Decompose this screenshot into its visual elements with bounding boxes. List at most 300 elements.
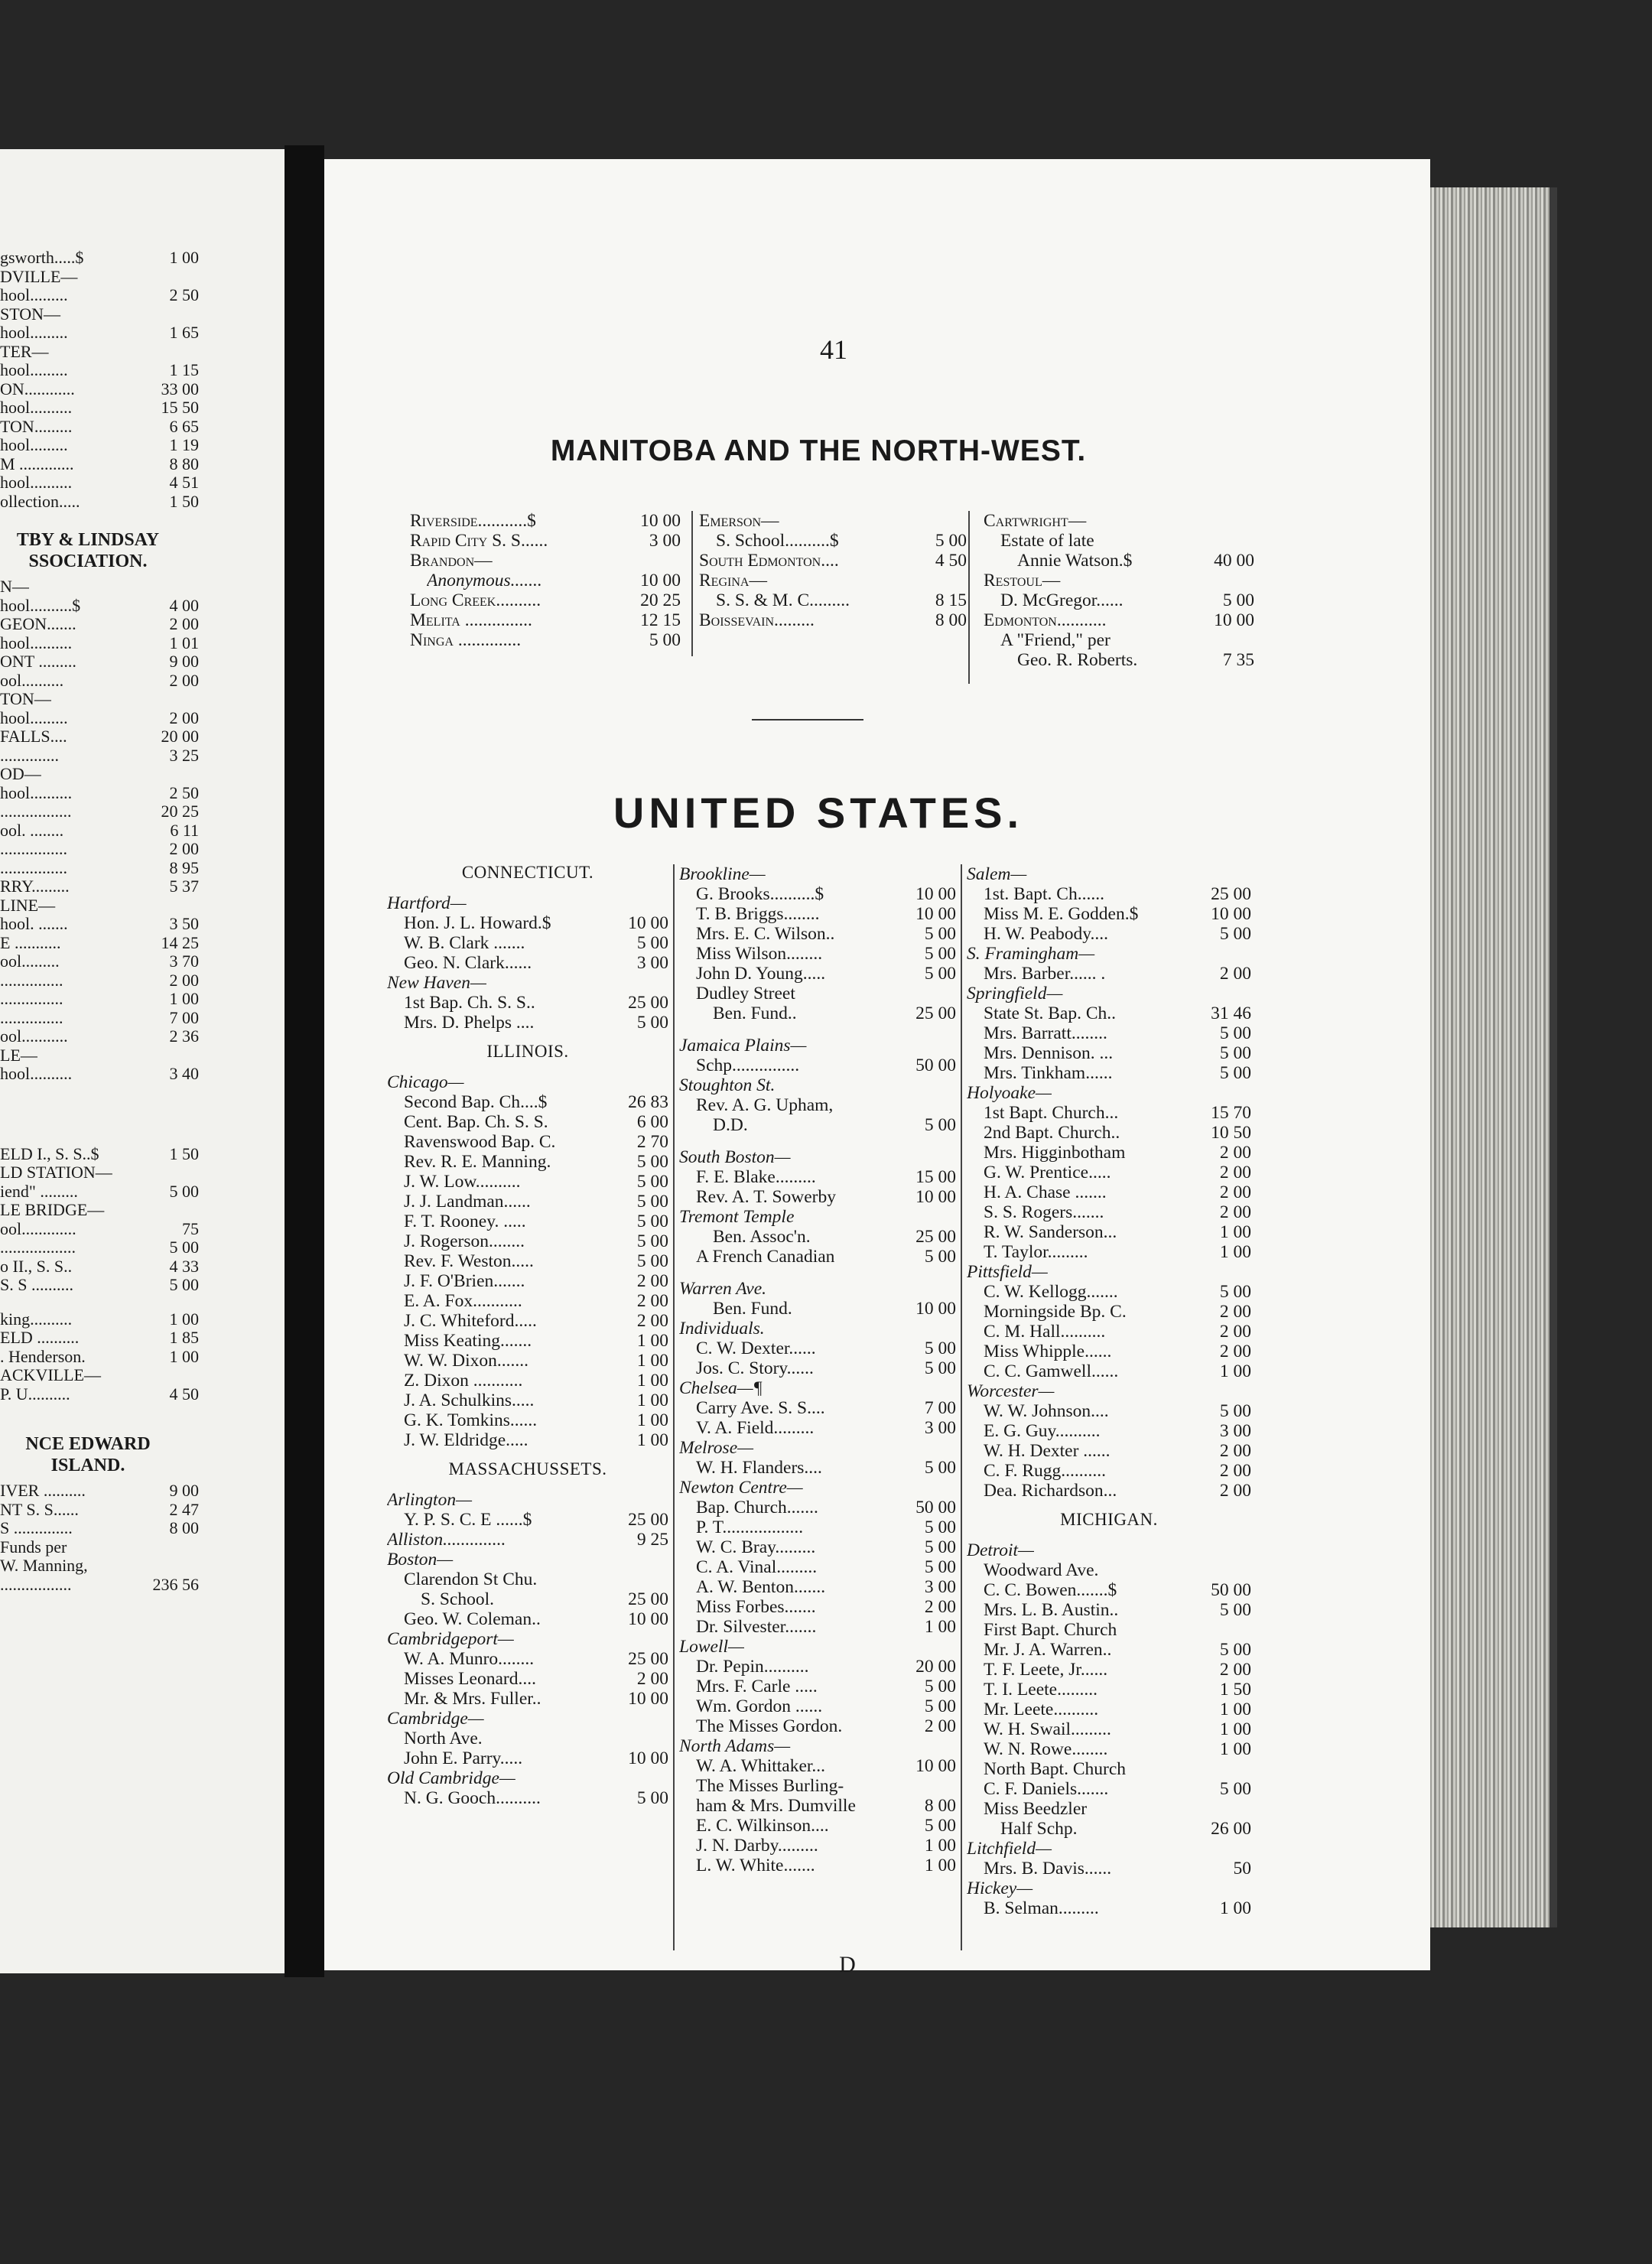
ledger-row (984, 630, 1254, 650)
ledger-row (679, 1756, 956, 1776)
ledger-label: Mrs. E. C. Wilson.. (696, 924, 835, 944)
ledger-label: Melrose— (679, 1438, 754, 1458)
ledger-amount: 10 50 (1211, 1123, 1251, 1143)
ledger-row (679, 1597, 956, 1617)
ledger-amount: 2 00 (1219, 964, 1251, 984)
ledger-label: Springfield— (967, 984, 1063, 1004)
ledger-label: Miss Forbes....... (696, 1597, 816, 1617)
left-page-amount: 236 56 (152, 1574, 199, 1594)
ledger-row (967, 1222, 1251, 1242)
ledger-label: W. H. Flanders.... (696, 1458, 822, 1478)
ledger-row (387, 1271, 668, 1291)
ledger-row (679, 1478, 956, 1498)
ledger-label: Miss M. E. Godden.$ (984, 904, 1139, 924)
ledger-label: Stoughton St. (679, 1075, 776, 1095)
ledger-label: B. Selman......... (984, 1898, 1099, 1918)
left-page-line: RRY......... (0, 877, 70, 896)
column-rule (968, 511, 970, 684)
ledger-amount: 8 00 (924, 1796, 956, 1816)
ledger-row (967, 1262, 1251, 1282)
ledger-label: A. W. Benton....... (696, 1577, 826, 1597)
left-page-line: IVER .......... (0, 1482, 86, 1500)
ledger-label: Rev. A. G. Upham, (696, 1095, 834, 1115)
left-page-amount: 2 00 (169, 839, 199, 858)
ledger-label: J. J. Landman...... (404, 1192, 531, 1212)
left-page-amount: 8 95 (169, 857, 199, 877)
ledger-row (679, 1095, 956, 1115)
left-page-amount: 5 00 (169, 1275, 199, 1294)
ledger-amount: 1 00 (1219, 1700, 1251, 1719)
left-page-amount: 1 50 (169, 491, 199, 511)
ledger-label: Worcester— (967, 1381, 1055, 1401)
ledger-amount: 5 00 (649, 630, 681, 650)
ledger-label: Miss Keating....... (404, 1331, 532, 1351)
ledger-row (967, 1799, 1251, 1819)
ledger-row (679, 1279, 956, 1299)
left-page-amount: 3 50 (169, 914, 199, 933)
ledger-row (679, 1696, 956, 1716)
left-page-line: M ............. (0, 454, 74, 473)
ledger-row (967, 1540, 1251, 1560)
us-column-2 (679, 864, 956, 1875)
left-page-line: hool. ....... (0, 915, 68, 933)
ledger-amount: 5 00 (636, 1212, 668, 1231)
left-page-line: ONT ......... (0, 652, 76, 671)
left-page-line: S. S .......... (0, 1276, 73, 1294)
left-page-line: DVILLE— (0, 267, 78, 286)
left-page-line: S .............. (0, 1519, 73, 1537)
ledger-label: Mrs. Barber...... . (984, 964, 1106, 984)
ledger-amount: 2 00 (636, 1271, 668, 1291)
ledger-row (387, 1788, 668, 1808)
left-page-line: .................. (0, 1238, 76, 1257)
ledger-amount: 4 50 (935, 551, 967, 571)
ledger-row (679, 1075, 956, 1095)
ledger-row (387, 1570, 668, 1589)
ledger-label: Brookline— (679, 864, 766, 884)
ledger-row (387, 1391, 668, 1410)
ledger-row (387, 1689, 668, 1709)
ledger-amount: 1 00 (636, 1331, 668, 1351)
ledger-row (679, 1378, 956, 1398)
ledger-amount: 5 00 (924, 1517, 956, 1537)
state-heading: MICHIGAN. (1060, 1510, 1158, 1529)
ledger-label: S. School. (421, 1589, 494, 1609)
ledger-row (967, 1143, 1251, 1163)
ledger-row (699, 590, 967, 610)
ledger-row (387, 1092, 668, 1112)
ledger-label: Riverside...........$ (410, 511, 536, 531)
left-page-line: ool.......... (0, 671, 64, 690)
left-page-amount: 1 19 (169, 435, 199, 454)
ledger-label: Regina— (699, 571, 767, 590)
spacer (679, 1023, 956, 1036)
ledger-row (967, 864, 1251, 884)
ledger-label: W. A. Whittaker... (696, 1756, 826, 1776)
ledger-label: J. W. Eldridge..... (404, 1430, 528, 1450)
ledger-amount: 5 00 (636, 1172, 668, 1192)
ledger-row (967, 1381, 1251, 1401)
ledger-amount: 5 00 (1222, 590, 1254, 610)
ledger-label: Morningside Bp. C. (984, 1302, 1127, 1322)
ledger-label: T. Taylor......... (984, 1242, 1088, 1262)
ledger-amount: 2 00 (636, 1669, 668, 1689)
left-page-amount: 1 00 (169, 1309, 199, 1329)
left-page-amount: 4 00 (169, 595, 199, 615)
ledger-row (679, 1358, 956, 1378)
ledger-label: N. G. Gooch.......... (404, 1788, 541, 1808)
ledger-label: Detroit— (967, 1540, 1034, 1560)
ledger-row (967, 1580, 1251, 1600)
ledger-label: S. S. Rogers....... (984, 1202, 1104, 1222)
ledger-row (984, 531, 1254, 551)
ledger-row (410, 630, 681, 650)
ledger-label: F. E. Blake......... (696, 1167, 816, 1187)
ledger-row (679, 1036, 956, 1056)
ledger-amount: 10 00 (628, 1609, 668, 1629)
ledger-amount: 6 00 (636, 1112, 668, 1132)
ledger-row (387, 1291, 668, 1311)
ledger-label: Miss Whipple...... (984, 1342, 1112, 1361)
ledger-label: Alliston.............. (387, 1530, 506, 1550)
ledger-amount: 1 00 (924, 1836, 956, 1856)
ledger-label: Carry Ave. S. S.... (696, 1398, 825, 1418)
book-gutter (285, 145, 324, 1977)
left-page-amount: 4 51 (169, 473, 199, 492)
ledger-row (967, 1620, 1251, 1640)
left-page-line: ................. (0, 802, 72, 821)
left-page-line: ool............. (0, 1219, 76, 1238)
ledger-label: W. W. Johnson.... (984, 1401, 1109, 1421)
ledger-row (967, 1719, 1251, 1739)
ledger-label: H. W. Peabody.... (984, 924, 1108, 944)
ledger-amount: 5 00 (1219, 1023, 1251, 1043)
left-page-line: hool.......... (0, 473, 73, 492)
ledger-row (679, 964, 956, 984)
left-page-amount: 3 40 (169, 1064, 199, 1083)
left-page-amount: 2 50 (169, 285, 199, 304)
left-page-amount: 75 (182, 1218, 199, 1238)
ledger-row (984, 511, 1254, 531)
ledger-amount: 3 00 (1219, 1421, 1251, 1441)
ledger-label: Arlington— (387, 1490, 472, 1510)
ledger-row (984, 610, 1254, 630)
ledger-amount: 20 00 (915, 1657, 956, 1677)
ledger-amount: 9 25 (636, 1530, 668, 1550)
ledger-amount: 1 00 (636, 1410, 668, 1430)
ledger-amount: 5 00 (924, 1115, 956, 1135)
ledger-amount: 5 00 (636, 1788, 668, 1808)
ledger-row (699, 511, 967, 531)
ledger-label: T. B. Briggs........ (696, 904, 820, 924)
ledger-label: W. H. Swail......... (984, 1719, 1111, 1739)
ledger-row (679, 1577, 956, 1597)
ledger-row (967, 904, 1251, 924)
ledger-row (967, 1859, 1251, 1879)
ledger-row (387, 913, 668, 933)
manitoba-column-3 (984, 511, 1254, 670)
ledger-row (679, 1207, 956, 1227)
ledger-label: Jos. C. Story...... (696, 1358, 814, 1378)
left-page-line: ool. ........ (0, 821, 64, 840)
ledger-row (387, 1430, 668, 1450)
ledger-row (699, 551, 967, 571)
ledger-label: Mrs. Higginbotham (984, 1143, 1126, 1163)
ledger-label: P. T.................. (696, 1517, 804, 1537)
ledger-row (387, 1609, 668, 1629)
ledger-amount: 5 00 (1219, 1779, 1251, 1799)
ledger-label: F. T. Rooney. ..... (404, 1212, 526, 1231)
ledger-amount: 3 00 (649, 531, 681, 551)
ledger-label: C. F. Daniels....... (984, 1779, 1109, 1799)
ledger-amount: 10 00 (628, 1689, 668, 1709)
ledger-amount: 5 00 (1219, 1282, 1251, 1302)
ledger-row (679, 1498, 956, 1517)
ledger-amount: 2 00 (1219, 1461, 1251, 1481)
ledger-label: Restoul— (984, 571, 1061, 590)
ledger-label: John D. Young..... (696, 964, 826, 984)
ledger-label: South Boston— (679, 1147, 791, 1167)
ledger-amount: 10 00 (628, 1748, 668, 1768)
ledger-label: Mrs. F. Carle ..... (696, 1677, 818, 1696)
ledger-row (679, 1319, 956, 1339)
book-edge-shadow (1550, 187, 1557, 1927)
ledger-row (699, 610, 967, 630)
ledger-label: Rev. F. Weston..... (404, 1251, 534, 1271)
left-page-line: LINE— (0, 896, 56, 915)
ledger-amount: 5 00 (1219, 1600, 1251, 1620)
left-page-amount: 1 00 (169, 989, 199, 1008)
ledger-amount: 50 00 (1211, 1580, 1251, 1600)
ledger-amount: 12 15 (640, 610, 681, 630)
ledger-label: Ravenswood Bap. C. (404, 1132, 556, 1152)
ledger-row (679, 1716, 956, 1736)
ledger-amount: 10 00 (640, 571, 681, 590)
ledger-label: ham & Mrs. Dumville (696, 1796, 856, 1816)
ledger-amount: 1 00 (924, 1617, 956, 1637)
ledger-label: Mr. Leete.......... (984, 1700, 1099, 1719)
ledger-row (967, 1421, 1251, 1441)
ledger-row (967, 1898, 1251, 1918)
ledger-row (699, 531, 967, 551)
left-page-line: hool......... (0, 708, 68, 727)
left-page-amount: 14 25 (161, 932, 199, 952)
ledger-amount: 2 00 (1219, 1322, 1251, 1342)
ledger-amount: 5 00 (924, 1677, 956, 1696)
ledger-row (679, 1537, 956, 1557)
ledger-row (679, 1617, 956, 1637)
ledger-label: C. W. Dexter...... (696, 1339, 816, 1358)
ledger-amount: 1 00 (636, 1371, 668, 1391)
ledger-label: J. Rogerson........ (404, 1231, 525, 1251)
ledger-label: C. C. Bowen.......$ (984, 1580, 1117, 1600)
ledger-label: Chicago— (387, 1072, 464, 1092)
ledger-amount: 25 00 (915, 1004, 956, 1023)
left-page-line: ON............ (0, 379, 75, 398)
ledger-row (967, 1302, 1251, 1322)
ledger-amount: 2 00 (1219, 1481, 1251, 1501)
ledger-row (967, 1441, 1251, 1461)
ledger-amount: 5 00 (636, 933, 668, 953)
ledger-row (410, 511, 681, 531)
state-heading: CONNECTICUT. (461, 863, 594, 882)
left-page-amount: 1 15 (169, 360, 199, 379)
ledger-amount: 5 00 (924, 1557, 956, 1577)
left-page-amount: 4 50 (169, 1384, 199, 1404)
ledger-label: C. C. Gamwell...... (984, 1361, 1119, 1381)
ledger-row (679, 1056, 956, 1075)
ledger-row (387, 1231, 668, 1251)
ledger-label: J. W. Low.......... (404, 1172, 521, 1192)
ledger-row (967, 1401, 1251, 1421)
left-page-line: LE BRIDGE— (0, 1201, 105, 1219)
ledger-label: Lowell— (679, 1637, 744, 1657)
ledger-label: E. A. Fox........... (404, 1291, 522, 1311)
left-page-amount: 20 25 (161, 802, 199, 821)
ledger-label: Brandon— (410, 551, 493, 571)
ledger-label: 1st Bap. Ch. S. S.. (404, 993, 535, 1013)
ledger-row (387, 1629, 668, 1649)
ledger-label: Cartwright— (984, 511, 1087, 531)
ledger-amount: 5 00 (1219, 1640, 1251, 1660)
left-page-line: STON— (0, 304, 61, 324)
ledger-row (679, 1557, 956, 1577)
manitoba-column-1 (410, 511, 681, 650)
ledger-label: Mrs. Dennison. ... (984, 1043, 1114, 1063)
ledger-label: Miss Beedzler (984, 1799, 1088, 1819)
ledger-amount: 2 00 (924, 1597, 956, 1617)
ledger-amount: 10 00 (1211, 904, 1251, 924)
ledger-row (387, 1351, 668, 1371)
ledger-label: Holyoake— (967, 1083, 1052, 1103)
ledger-row (387, 1192, 668, 1212)
ledger-row (387, 1530, 668, 1550)
ledger-amount: 40 00 (1214, 551, 1254, 571)
ledger-row (679, 1637, 956, 1657)
ledger-amount: 8 15 (935, 590, 967, 610)
ledger-row (387, 1072, 668, 1092)
ledger-row (679, 1836, 956, 1856)
ledger-row (679, 1776, 956, 1796)
ledger-row (387, 1748, 668, 1768)
ledger-row (967, 1739, 1251, 1759)
left-page-line: FALLS.... (0, 727, 67, 746)
ledger-amount: 5 00 (924, 1247, 956, 1267)
left-page-amount: 3 70 (169, 951, 199, 971)
ledger-row (679, 1247, 956, 1267)
ledger-row (967, 1163, 1251, 1182)
ledger-label: Emerson— (699, 511, 779, 531)
ledger-label: Ben. Assoc'n. (713, 1227, 811, 1247)
ledger-amount: 5 00 (924, 1458, 956, 1478)
ledger-amount: 1 00 (1219, 1898, 1251, 1918)
ledger-row (967, 924, 1251, 944)
ledger-label: Cent. Bap. Ch. S. S. (404, 1112, 548, 1132)
ledger-row (387, 1112, 668, 1132)
ledger-row (679, 1299, 956, 1319)
ledger-row (967, 1640, 1251, 1660)
ledger-amount: 2 70 (636, 1132, 668, 1152)
ledger-amount: 25 00 (628, 1649, 668, 1669)
manitoba-title: MANITOBA AND THE NORTH-WEST. (550, 434, 1087, 467)
ledger-amount: 3 00 (924, 1577, 956, 1597)
left-page-line: iend" ......... (0, 1182, 78, 1201)
ledger-row (984, 551, 1254, 571)
ledger-amount: 10 00 (915, 1756, 956, 1776)
ledger-label: First Bapt. Church (984, 1620, 1117, 1640)
ledger-row (387, 1768, 668, 1788)
ledger-label: Dudley Street (696, 984, 795, 1004)
ledger-label: H. A. Chase ....... (984, 1182, 1107, 1202)
ledger-row (967, 1043, 1251, 1063)
ledger-row (679, 1796, 956, 1816)
ledger-amount: 5 00 (636, 1251, 668, 1271)
ledger-row (387, 1212, 668, 1231)
ledger-label: G. Brooks..........$ (696, 884, 824, 904)
column-rule (673, 864, 675, 1950)
ledger-row (387, 1490, 668, 1510)
ledger-label: D.D. (713, 1115, 748, 1135)
left-page-line: o II., S. S.. (0, 1257, 73, 1276)
ledger-label: S. Framingham— (967, 944, 1095, 964)
ledger-amount: 50 (1233, 1859, 1251, 1879)
ledger-label: R. W. Sanderson... (984, 1222, 1117, 1242)
state-heading: ILLINOIS. (486, 1042, 569, 1061)
ledger-label: Jamaica Plains— (679, 1036, 807, 1056)
left-page-line: ............... (0, 990, 63, 1008)
ledger-row (967, 1461, 1251, 1481)
ledger-amount: 25 00 (628, 993, 668, 1013)
ledger-row (967, 1342, 1251, 1361)
ledger-label: C. A. Vinal......... (696, 1557, 818, 1577)
ledger-label: Half Schp. (1000, 1819, 1078, 1839)
ledger-row (679, 1677, 956, 1696)
ledger-amount: 5 00 (935, 531, 967, 551)
ledger-label: S. School..........$ (716, 531, 839, 551)
ledger-amount: 5 00 (924, 1358, 956, 1378)
ledger-row (967, 1361, 1251, 1381)
ledger-label: Estate of late (1000, 531, 1094, 551)
ledger-amount: 1 00 (1219, 1222, 1251, 1242)
ledger-amount: 25 00 (915, 1227, 956, 1247)
ledger-amount: 5 00 (924, 1696, 956, 1716)
ledger-amount: 2 00 (1219, 1163, 1251, 1182)
left-page-amount: 1 00 (169, 1346, 199, 1366)
ledger-label: Tremont Temple (679, 1207, 795, 1227)
left-page-line: gsworth.....$ (0, 249, 84, 267)
ledger-amount: 2 00 (1219, 1143, 1251, 1163)
left-page-line: GEON....... (0, 615, 76, 633)
ledger-row (967, 1560, 1251, 1580)
ledger-label: North Ave. (404, 1729, 483, 1748)
ledger-row (984, 650, 1254, 670)
ledger-row (967, 944, 1251, 964)
ledger-row (410, 571, 681, 590)
left-page-line: ............... (0, 1008, 63, 1027)
ledger-label: Long Creek.......... (410, 590, 541, 610)
left-page-line: ELD I., S. S..$ (0, 1144, 99, 1163)
ledger-label: Ben. Fund. (713, 1299, 792, 1319)
ledger-label: C. F. Rugg.......... (984, 1461, 1107, 1481)
ledger-row (679, 1115, 956, 1135)
left-page-line: E ........... (0, 933, 61, 952)
left-page-line: P. U.......... (0, 1384, 70, 1404)
ledger-label: G. W. Prentice..... (984, 1163, 1111, 1182)
ledger-row (679, 924, 956, 944)
ledger-label: South Edmonton.... (699, 551, 839, 571)
ledger-row (387, 1510, 668, 1530)
ledger-row (679, 1147, 956, 1167)
